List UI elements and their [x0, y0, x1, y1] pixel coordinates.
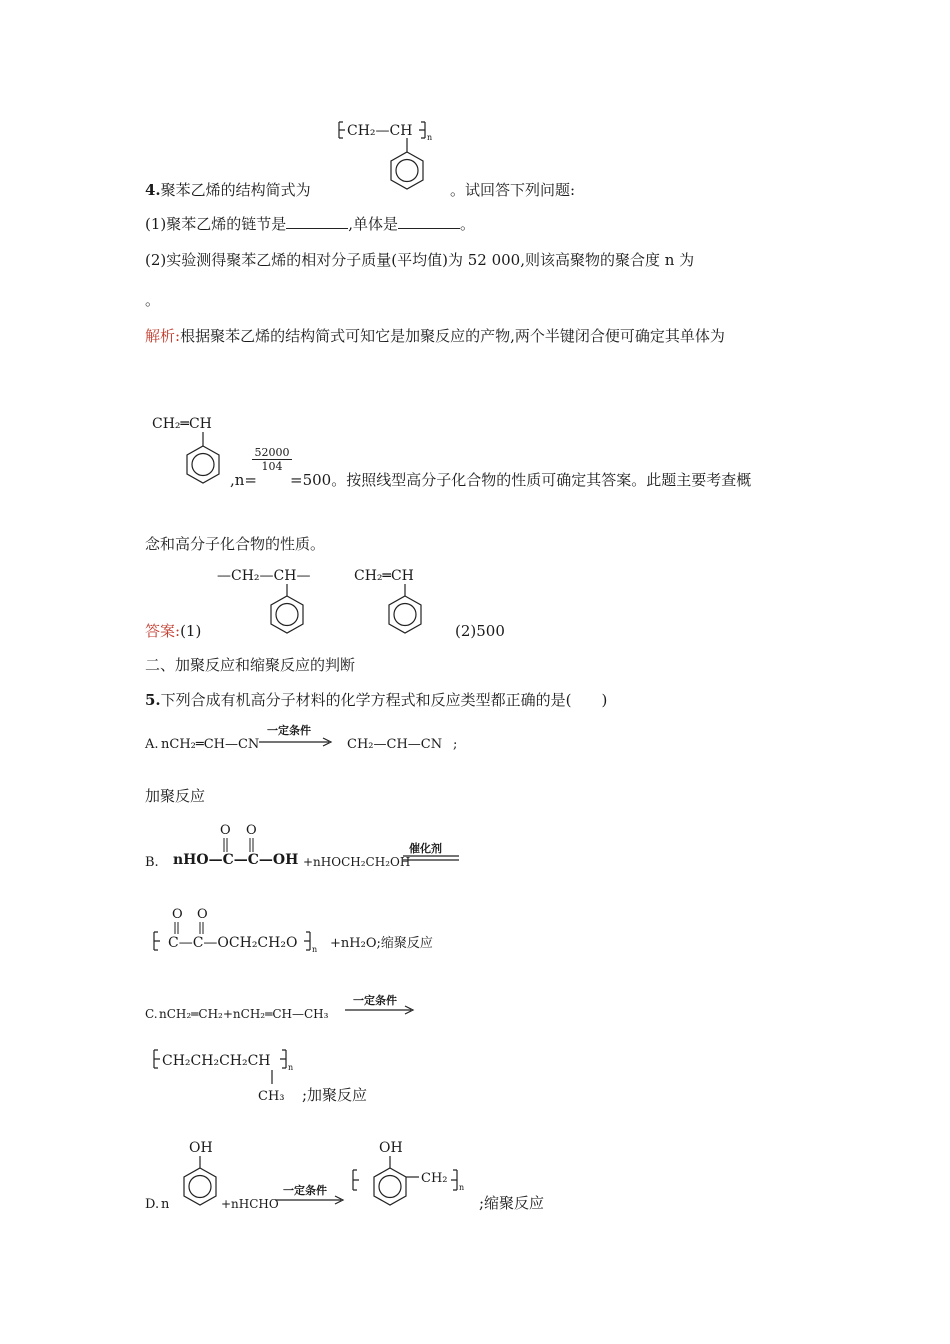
option-a-type: 加聚反应	[145, 787, 206, 805]
option-c-equation[interactable]	[145, 992, 425, 1024]
question-number: 5.	[145, 691, 161, 709]
option-a-prefix: A.	[145, 737, 159, 752]
option-a-reactant: nCH₂═CH—CN	[161, 737, 260, 752]
option-a-tail: ;	[453, 737, 458, 752]
analysis-colon: :	[175, 327, 181, 345]
option-b-catalyst: 催化剂	[409, 842, 442, 855]
option-d-n-prefix: n	[161, 1197, 170, 1212]
phenol-oh: OH	[189, 1140, 213, 1156]
option-a-condition: 一定条件	[267, 724, 311, 737]
option-c-reactants: nCH₂═CH₂+nCH₂═CH—CH₃	[159, 1007, 329, 1021]
q4-sub1	[145, 214, 475, 234]
fraction	[252, 446, 292, 473]
answer-part1: (1)	[180, 622, 202, 640]
polymer-subscript: n	[427, 133, 433, 142]
analysis-result: =500。按照线型高分子化合物的性质可确定其答案。此题主要考查概	[290, 471, 752, 489]
chain-unit-formula: —CH₂—CH—	[217, 568, 311, 584]
option-c-product	[150, 1046, 410, 1116]
option-c-methyl-branch: CH₃	[258, 1089, 285, 1104]
fraction-denominator: 104	[252, 459, 292, 473]
fraction-numerator: 52000	[254, 446, 290, 459]
analysis-line3: 念和高分子化合物的性质。	[145, 535, 326, 553]
q5-stem-text: 下列合成有机高分子材料的化学方程式和反应类型都正确的是( )	[160, 691, 608, 709]
option-b-product	[150, 902, 480, 962]
option-b-prefix: B.	[145, 855, 159, 870]
option-d-condition: 一定条件	[283, 1184, 327, 1197]
option-b-reactant1: nHO—C—C—OH	[173, 852, 299, 868]
analysis-line1	[145, 326, 725, 346]
carbonyl-o-1: O	[220, 823, 231, 838]
answer-colon: :	[175, 622, 181, 640]
answer-label: 答案	[145, 622, 176, 640]
polymer-subscript: n	[459, 1183, 465, 1192]
product-carbonyl-o-2: O	[197, 907, 208, 922]
polystyrene-chain-text: CH₂—CH	[347, 123, 413, 139]
polymer-subscript: n	[288, 1063, 294, 1072]
option-b-product-formula: C—C—OCH₂CH₂O	[168, 935, 298, 951]
polystyrene-structure	[335, 118, 445, 198]
answer-part2: (2)500	[455, 622, 505, 640]
question-number: 4.	[145, 181, 161, 199]
sub1-mid: ,单体是	[348, 215, 399, 233]
answer-line	[145, 621, 201, 641]
option-a-product: CH₂—CH—CN	[347, 737, 443, 752]
option-d-tail: ;缩聚反应	[479, 1194, 545, 1212]
product-oh: OH	[379, 1140, 403, 1156]
option-c-tail: ;加聚反应	[302, 1086, 368, 1104]
option-d-reactant2: +nHCHO	[221, 1197, 279, 1211]
q4-sub2-end: 。	[145, 291, 161, 309]
answer-chain-unit-structure	[215, 562, 325, 640]
sub1-prefix: (1)聚苯乙烯的链节是	[145, 215, 287, 233]
answer-blank-monomer[interactable]	[398, 214, 460, 229]
carbonyl-o-2: O	[246, 823, 257, 838]
answer-monomer-formula: CH₂═CH	[354, 568, 414, 584]
analysis-label: 解析	[145, 327, 176, 345]
styrene-monomer-structure	[150, 410, 240, 490]
q4-stem	[145, 180, 311, 200]
q4-stem-tail: 。试回答下列问题:	[450, 181, 576, 199]
option-a-equation[interactable]	[145, 720, 485, 760]
product-carbonyl-o-1: O	[172, 907, 183, 922]
option-d-prefix: D.	[145, 1197, 160, 1212]
polymer-subscript: n	[312, 945, 318, 954]
styrene-formula: CH₂═CH	[152, 416, 212, 432]
q4-stem-text: 聚苯乙烯的结构简式为	[160, 181, 311, 199]
option-b-equation[interactable]	[145, 818, 475, 878]
option-c-prefix: C.	[145, 1007, 158, 1021]
answer-monomer-structure	[352, 562, 442, 640]
analysis-text: 根据聚苯乙烯的结构简式可知它是加聚反应的产物,两个半键闭合便可确定其单体为	[180, 327, 725, 345]
option-c-condition: 一定条件	[353, 994, 397, 1007]
sub1-end: 。	[460, 215, 476, 233]
option-d-equation[interactable]	[145, 1132, 565, 1222]
answer-blank-unit[interactable]	[286, 214, 348, 229]
section-title: 二、加聚反应和缩聚反应的判断	[145, 656, 356, 674]
option-c-product-formula: CH₂CH₂CH₂CH	[162, 1053, 271, 1069]
q4-sub2: (2)实验测得聚苯乙烯的相对分子质量(平均值)为 52 000,则该高聚物的聚合度 n 为	[145, 251, 695, 269]
option-b-tail: +nH₂O;缩聚反应	[330, 936, 433, 951]
q5-stem	[145, 690, 607, 710]
analysis-n-eq: ,n=	[230, 471, 257, 489]
product-ch2: CH₂	[421, 1171, 448, 1186]
option-b-reactant2: +nHOCH₂CH₂OH	[303, 855, 411, 869]
